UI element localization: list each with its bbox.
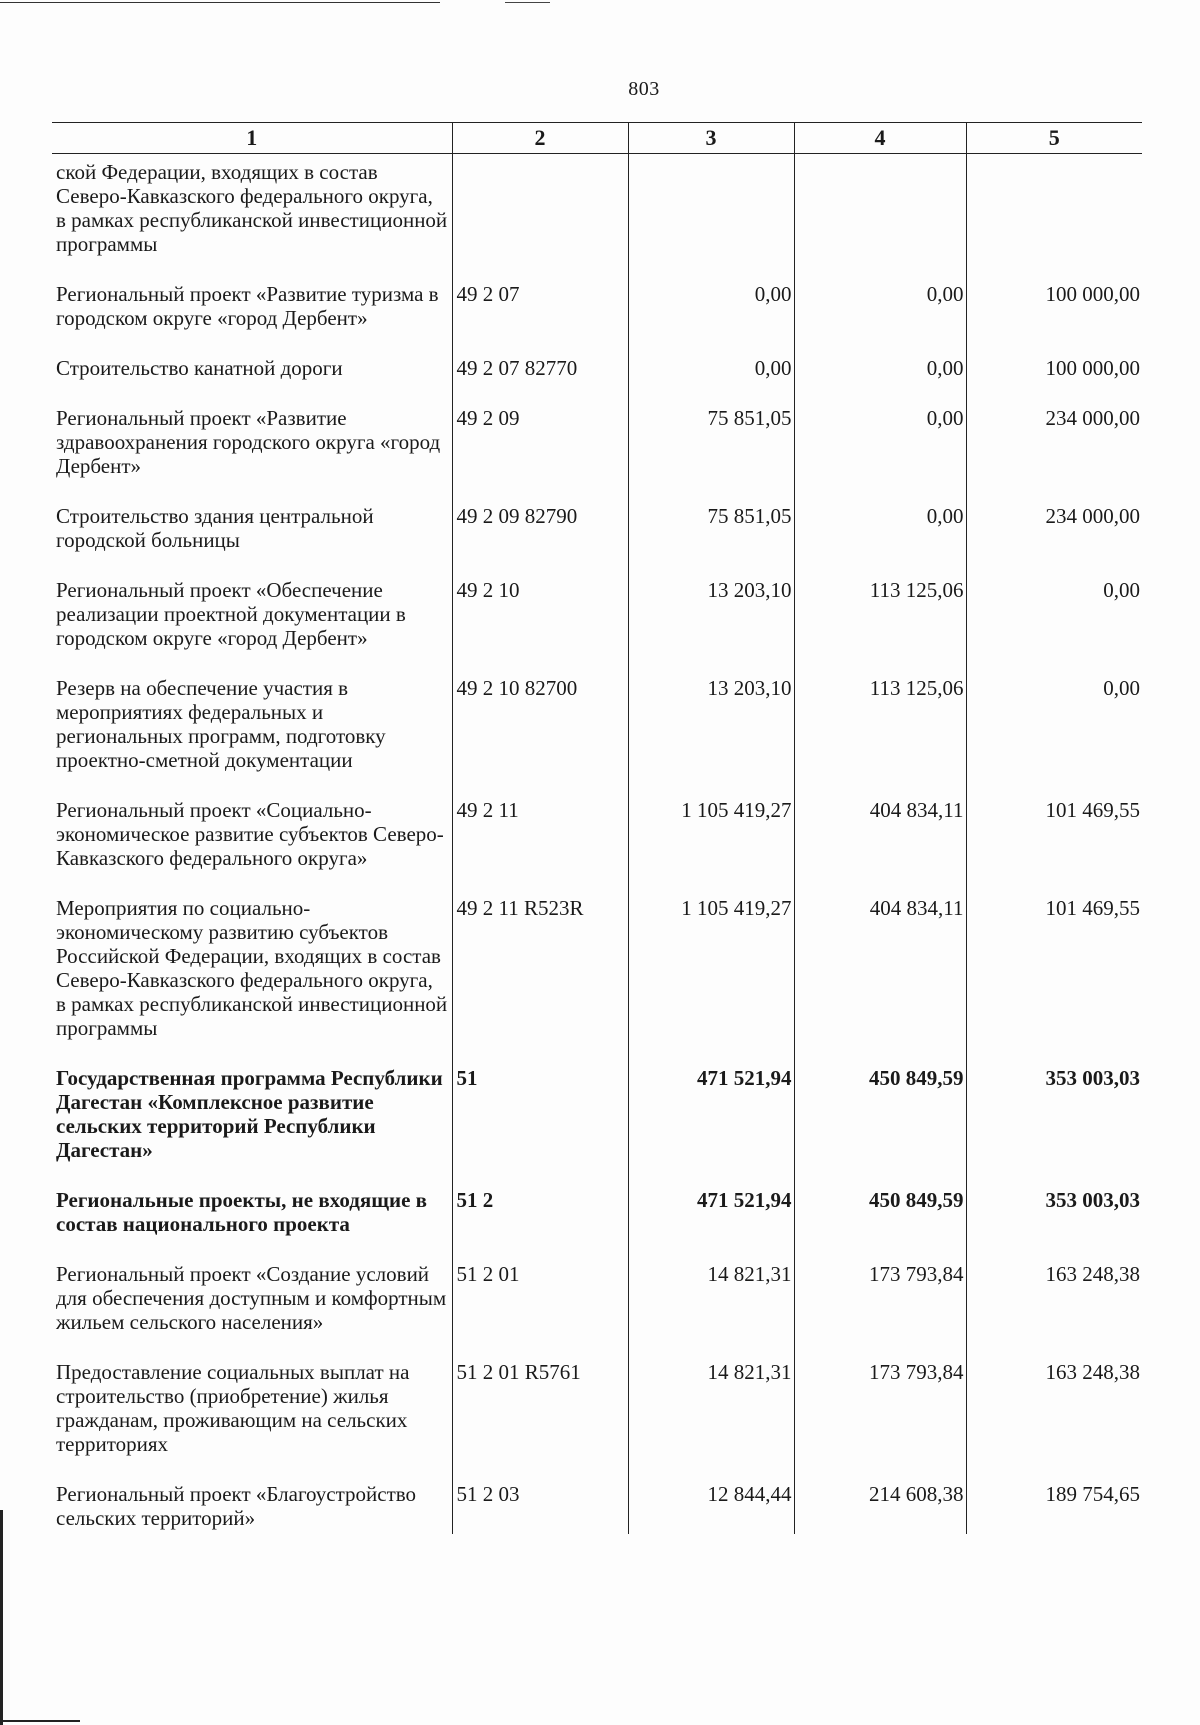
row-value-col5: 353 003,03 (966, 1060, 1142, 1182)
table-row (52, 1182, 1142, 1256)
row-value-col5: 0,00 (966, 670, 1142, 792)
row-value-col3: 75 851,05 (628, 498, 794, 572)
row-value-col5: 234 000,00 (966, 498, 1142, 572)
row-name-cell: Региональный проект «Обеспечение реализации проектной документации в городском округе «город Дербент» (56, 578, 406, 650)
table-row (52, 1354, 1142, 1476)
row-name-cell: Резерв на обеспечение участия в мероприятиях федеральных и региональных программ, подготовку проектно-сметной документации (56, 676, 386, 772)
row-value-col3: 75 851,05 (628, 400, 794, 498)
row-value-col3: 13 203,10 (628, 572, 794, 670)
row-name-cell: Государственная программа Республики Дагестан «Комплексное развитие сельских территорий Республики Дагестан» (56, 1066, 443, 1162)
row-value-col3: 14 821,31 (628, 1354, 794, 1476)
row-value-col3: 13 203,10 (628, 670, 794, 792)
row-value-col5: 100 000,00 (966, 276, 1142, 350)
row-value-col4: 0,00 (794, 400, 966, 498)
row-code-cell: 49 2 07 (452, 276, 628, 350)
row-value-col5 (966, 154, 1142, 277)
scan-artifact-top-line (0, 2, 440, 3)
row-value-col5: 101 469,55 (966, 792, 1142, 890)
table-row (52, 792, 1142, 890)
row-name-cell: Региональные проекты, не входящие в состав национального проекта (56, 1188, 427, 1236)
row-value-col3: 0,00 (628, 350, 794, 400)
row-value-col3 (628, 154, 794, 277)
table-row (52, 400, 1142, 498)
row-value-col5: 163 248,38 (966, 1256, 1142, 1354)
table-row (52, 1476, 1142, 1534)
row-name-cell: Строительство здания центральной городской больницы (56, 504, 374, 552)
row-code-cell: 51 2 01 (452, 1256, 628, 1354)
row-value-col3: 1 105 419,27 (628, 890, 794, 1060)
row-value-col4: 113 125,06 (794, 572, 966, 670)
table-row (52, 572, 1142, 670)
row-code-cell: 49 2 09 (452, 400, 628, 498)
row-name-cell: Региональный проект «Благоустройство сельских территорий» (56, 1482, 417, 1530)
table-row (52, 890, 1142, 1060)
row-value-col4: 173 793,84 (794, 1354, 966, 1476)
table-header-row (52, 123, 1142, 154)
row-value-col3: 0,00 (628, 276, 794, 350)
table-row (52, 154, 1142, 277)
row-value-col4: 173 793,84 (794, 1256, 966, 1354)
table-body (52, 154, 1142, 1535)
row-value-col3: 471 521,94 (628, 1182, 794, 1256)
row-value-col5: 101 469,55 (966, 890, 1142, 1060)
row-code-cell: 49 2 10 82700 (452, 670, 628, 792)
row-value-col4: 0,00 (794, 498, 966, 572)
row-code-cell: 51 2 03 (452, 1476, 628, 1534)
row-value-col5: 189 754,65 (966, 1476, 1142, 1534)
row-name-cell: Предоставление социальных выплат на строительство (приобретение) жилья гражданам, проживающим на сельских территориях (56, 1360, 410, 1456)
scan-artifact-bottom-edge (0, 1720, 80, 1722)
row-value-col5: 353 003,03 (966, 1182, 1142, 1256)
table-row (52, 670, 1142, 792)
scan-artifact-left-edge (0, 1510, 3, 1725)
row-value-col4: 450 849,59 (794, 1060, 966, 1182)
table-row (52, 1060, 1142, 1182)
table-row (52, 350, 1142, 400)
row-value-col4: 113 125,06 (794, 670, 966, 792)
row-value-col3: 14 821,31 (628, 1256, 794, 1354)
row-value-col5: 100 000,00 (966, 350, 1142, 400)
row-code-cell: 49 2 07 82770 (452, 350, 628, 400)
budget-table (52, 122, 1142, 1534)
row-value-col4: 0,00 (794, 350, 966, 400)
row-value-col5: 234 000,00 (966, 400, 1142, 498)
table-row (52, 498, 1142, 572)
row-code-cell: 49 2 09 82790 (452, 498, 628, 572)
page-number: 803 (628, 78, 660, 100)
column-header-4: 4 (794, 123, 966, 154)
row-code-cell: 49 2 11 (452, 792, 628, 890)
table-row (52, 276, 1142, 350)
row-name-cell: ской Федерации, входящих в состав Северо-Кавказского федерального округа, в рамках республиканской инвестиционной программы (56, 160, 448, 256)
row-value-col3: 1 105 419,27 (628, 792, 794, 890)
column-header-1: 1 (52, 123, 452, 154)
row-value-col3: 471 521,94 (628, 1060, 794, 1182)
row-code-cell (452, 154, 628, 277)
row-value-col4 (794, 154, 966, 277)
row-code-cell: 51 2 01 R5761 (452, 1354, 628, 1476)
row-name-cell: Строительство канатной дороги (56, 356, 343, 380)
row-name-cell: Региональный проект «Развитие туризма в городском округе «город Дербент» (56, 282, 439, 330)
row-value-col3: 12 844,44 (628, 1476, 794, 1534)
scan-artifact-top-line-short (505, 2, 550, 3)
row-name-cell: Региональный проект «Социально-экономическое развитие субъектов Северо-Кавказского федерального округа» (56, 798, 444, 870)
row-code-cell: 51 (452, 1060, 628, 1182)
column-header-3: 3 (628, 123, 794, 154)
row-value-col4: 404 834,11 (794, 890, 966, 1060)
row-name-cell: Региональный проект «Создание условий для обеспечения доступным и комфортным жильем сельского населения» (56, 1262, 447, 1334)
column-header-5: 5 (966, 123, 1142, 154)
row-name-cell: Региональный проект «Развитие здравоохранения городского округа «город Дербент» (56, 406, 441, 478)
row-code-cell: 51 2 (452, 1182, 628, 1256)
row-value-col4: 450 849,59 (794, 1182, 966, 1256)
row-value-col4: 404 834,11 (794, 792, 966, 890)
row-value-col5: 163 248,38 (966, 1354, 1142, 1476)
column-header-2: 2 (452, 123, 628, 154)
table-row (52, 1256, 1142, 1354)
row-value-col5: 0,00 (966, 572, 1142, 670)
row-code-cell: 49 2 11 R523R (452, 890, 628, 1060)
row-name-cell: Мероприятия по социально-экономическому развитию субъектов Российской Федерации, входящих в состав Северо-Кавказского федерального округа, в рамках республиканской инвестиционной программы (56, 896, 448, 1040)
row-value-col4: 0,00 (794, 276, 966, 350)
row-value-col4: 214 608,38 (794, 1476, 966, 1534)
row-code-cell: 49 2 10 (452, 572, 628, 670)
